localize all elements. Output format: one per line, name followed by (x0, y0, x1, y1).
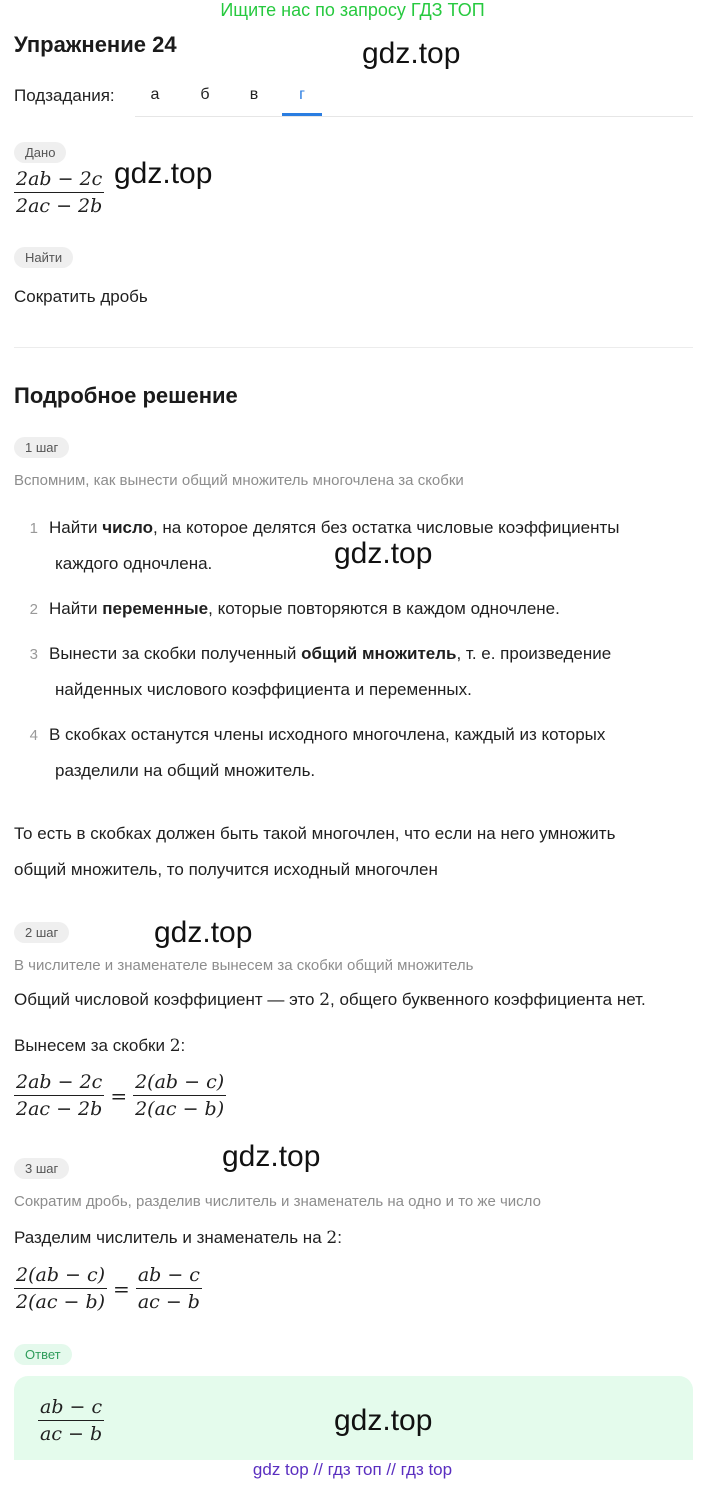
list-number: 1 (29, 520, 38, 537)
solution-heading: Подробное решение (14, 383, 238, 408)
footer-links[interactable]: gdz top // гдз топ // гдз top (252, 1460, 453, 1479)
watermark: gdz.top (114, 157, 213, 190)
fraction: $\frac{2(ab - c)}{2(ac - b)}$ (135, 1071, 225, 1120)
watermark: gdz.top (222, 1140, 321, 1173)
watermark: gdz.top (154, 916, 253, 949)
subtasks-tabs (135, 74, 693, 117)
active-tab-indicator (282, 113, 322, 116)
list-number: 2 (29, 601, 38, 618)
step2-badge: 2 шаг (14, 922, 69, 943)
step1-hint: Вспомним, как вынести общий множитель многочлена за скобки (14, 472, 464, 489)
list-item: Вынести за скобки полученный общий множитель, т. е. произведение (49, 644, 612, 663)
given-expression (14, 168, 104, 217)
list-item-cont: каждого одночлена. (55, 554, 213, 573)
page-title: Упражнение 24 (14, 32, 177, 57)
fraction: $\frac{2(ab - c)}{2(ac - b)}$ (16, 1264, 106, 1313)
tab-g[interactable]: г (299, 86, 305, 103)
fraction: $\frac{ab - c}{ac - b}$ (137, 1264, 200, 1313)
list-item-cont: найденных числового коэффициента и переменных. (55, 680, 472, 699)
watermark: gdz.top (334, 1404, 433, 1437)
step2-text: Общий числовой коэффициент — это 2, общего буквенного коэффициента нет. (14, 990, 646, 1010)
step2-text: Вынесем за скобки 2: (14, 1036, 186, 1056)
step1-note: То есть в скобках должен быть такой многочлен, что если на него умножить (14, 824, 616, 843)
step1-badge: 1 шаг (14, 437, 69, 458)
top-banner: Ищите нас по запросу ГДЗ ТОП (220, 0, 485, 20)
step3-badge: 3 шаг (14, 1158, 69, 1179)
list-item: Найти число, на которое делятся без остатка числовые коэффициенты (49, 518, 620, 537)
subtasks-label: Подзадания: (14, 86, 115, 105)
given-fraction (14, 168, 104, 217)
section-divider (14, 347, 693, 348)
list-number: 4 (29, 727, 38, 744)
tab-b[interactable]: б (200, 86, 210, 103)
step3-hint: Сократим дробь, разделив числитель и знаменатель на одно и то же число (14, 1193, 541, 1210)
find-text: Сократить дробь (14, 287, 148, 306)
list-item-cont: разделили на общий множитель. (55, 761, 316, 780)
step2-equation: $\frac{2ab - 2c}{2ac - 2b}$ = $\frac{2(ab - c)}{2(ac - b)}$ (16, 1071, 225, 1120)
answer-badge: Ответ (14, 1344, 72, 1365)
step2-hint: В числителе и знаменателе вынесем за скобки общий множитель (14, 957, 474, 974)
step3-text: Разделим числитель и знаменатель на 2: (14, 1228, 342, 1248)
answer-expression (38, 1396, 104, 1445)
tab-v[interactable]: в (249, 86, 259, 103)
list-number: 3 (29, 646, 38, 663)
answer-fraction: $\frac{ab - c}{ac - b}$ (40, 1396, 103, 1445)
given-badge: Дано (14, 142, 66, 163)
watermark: gdz.top (334, 537, 433, 570)
find-badge: Найти (14, 247, 73, 268)
fraction: $\frac{2ab - 2c}{2ac - 2b}$ (16, 1071, 103, 1120)
given-numerator: 2ab − 2c (14, 168, 104, 193)
list-item: В скобках останутся члены исходного многочлена, каждый из которых (49, 725, 606, 744)
tab-a[interactable]: а (150, 86, 160, 103)
given-denominator: 2ac − 2b (16, 195, 103, 217)
step1-note: общий множитель, то получится исходный многочлен (14, 860, 438, 879)
step3-equation: $\frac{2(ab - c)}{2(ac - b)}$ = $\frac{ab - c}{ac - b}$ (16, 1264, 200, 1313)
list-item: Найти переменные, которые повторяются в каждом одночлене. (49, 599, 560, 618)
watermark: gdz.top (362, 37, 461, 70)
